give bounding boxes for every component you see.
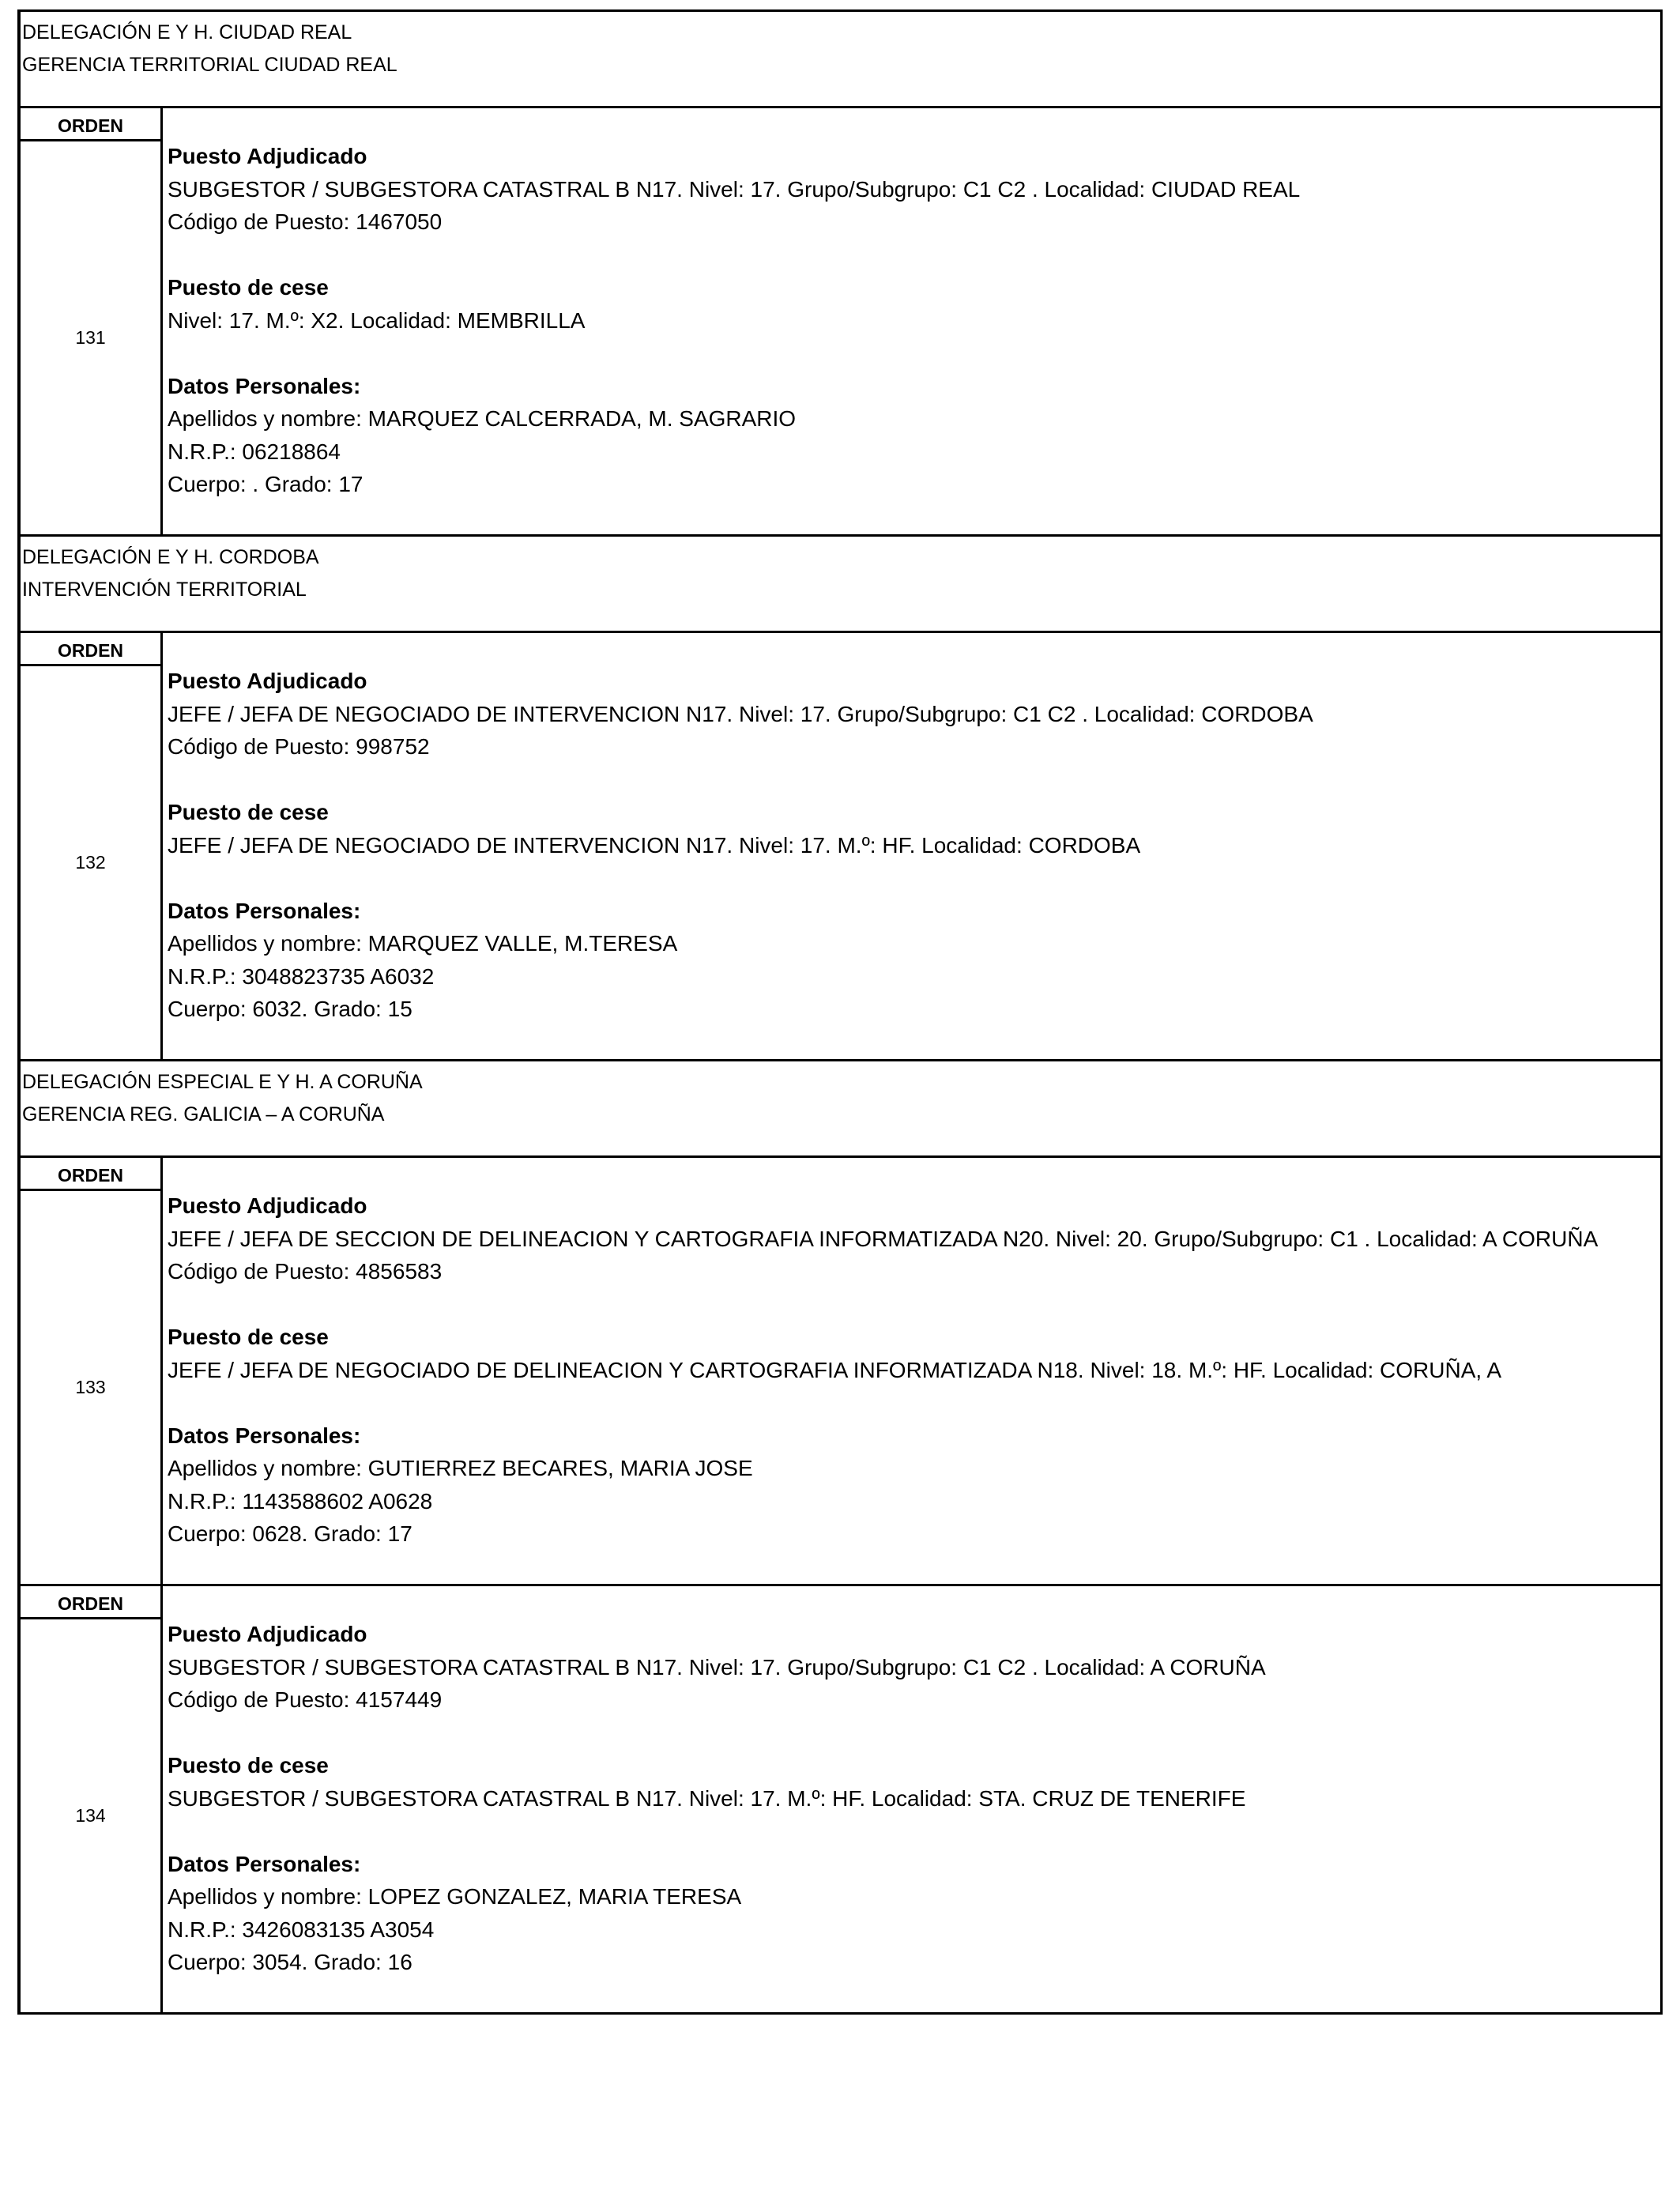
datos-personales-title: Datos Personales: — [168, 373, 361, 398]
puesto-cese-title: Puesto de cese — [168, 1325, 329, 1349]
apellidos-nombre: Apellidos y nombre: LOPEZ GONZALEZ, MARIA TERESA — [168, 1884, 742, 1909]
department-header — [21, 537, 1660, 633]
datos-personales-title: Datos Personales: — [168, 1423, 361, 1448]
unit-name: GERENCIA TERRITORIAL CIUDAD REAL — [22, 54, 397, 76]
delegacion-name: DELEGACIÓN E Y H. CIUDAD REAL — [22, 21, 352, 43]
orden-column — [21, 1158, 163, 1584]
spacer — [168, 1386, 1660, 1419]
puesto-adjudicado-title: Puesto Adjudicado — [168, 1193, 367, 1218]
entry-details — [163, 1586, 1660, 2012]
spacer — [168, 1717, 1660, 1750]
puesto-cese-text: JEFE / JEFA DE NEGOCIADO DE DELINEACION Y CARTOGRAFIA INFORMATIZADA N18. Nivel: 18. M.º: HF. Localidad: CORUÑA, A — [168, 1357, 1502, 1382]
cuerpo-grado: Cuerpo: . Grado: 17 — [168, 472, 363, 496]
entry-row — [21, 108, 1660, 537]
spacer — [168, 861, 1660, 895]
delegacion-name: DELEGACIÓN ESPECIAL E Y H. A CORUÑA — [22, 1071, 423, 1093]
entry-details — [163, 633, 1660, 1059]
puesto-adjudicado-text: SUBGESTOR / SUBGESTORA CATASTRAL B N17. Nivel: 17. Grupo/Subgrupo: C1 C2 . Localidad: CIUDAD REAL — [168, 176, 1301, 202]
spacer — [168, 337, 1660, 370]
codigo-puesto: Código de Puesto: 4157449 — [168, 1687, 443, 1712]
puesto-adjudicado-title: Puesto Adjudicado — [168, 1622, 367, 1646]
entry-row — [21, 1158, 1660, 1586]
entry-details — [163, 1158, 1660, 1584]
orden-number: 131 — [75, 327, 106, 348]
orden-number: 133 — [75, 1377, 106, 1397]
unit-name: INTERVENCIÓN TERRITORIAL — [22, 579, 307, 601]
puesto-adjudicado-title: Puesto Adjudicado — [168, 669, 367, 693]
orden-label: ORDEN — [21, 108, 160, 141]
cuerpo-grado: Cuerpo: 6032. Grado: 15 — [168, 997, 412, 1021]
apellidos-nombre: Apellidos y nombre: MARQUEZ CALCERRADA, M. SAGRARIO — [168, 406, 797, 431]
entry-row — [21, 633, 1660, 1061]
cuerpo-grado: Cuerpo: 0628. Grado: 17 — [168, 1521, 412, 1546]
orden-label: ORDEN — [21, 1158, 160, 1191]
nrp: N.R.P.: 06218864 — [168, 439, 341, 464]
orden-column — [21, 633, 163, 1059]
spacer — [168, 239, 1660, 272]
datos-personales-title: Datos Personales: — [168, 898, 361, 923]
entry-row — [21, 1586, 1660, 2015]
codigo-puesto: Código de Puesto: 1467050 — [168, 209, 443, 234]
puesto-adjudicado-text: JEFE / JEFA DE NEGOCIADO DE INTERVENCION N17. Nivel: 17. Grupo/Subgrupo: C1 C2 . Localidad: CORDOBA — [168, 701, 1313, 726]
datos-personales-title: Datos Personales: — [168, 1851, 361, 1876]
orden-column — [21, 108, 163, 534]
spacer — [168, 1815, 1660, 1848]
department-header — [21, 1061, 1660, 1158]
puesto-adjudicado-title: Puesto Adjudicado — [168, 144, 367, 168]
puesto-adjudicado-text: SUBGESTOR / SUBGESTORA CATASTRAL B N17. Nivel: 17. Grupo/Subgrupo: C1 C2 . Localidad: A CORUÑA — [168, 1654, 1266, 1679]
unit-name: GERENCIA REG. GALICIA – A CORUÑA — [22, 1103, 385, 1125]
puesto-cese-title: Puesto de cese — [168, 800, 329, 824]
puesto-cese-title: Puesto de cese — [168, 275, 329, 300]
spacer — [168, 1288, 1660, 1321]
puesto-adjudicado-text: JEFE / JEFA DE SECCION DE DELINEACION Y CARTOGRAFIA INFORMATIZADA N20. Nivel: 20. Grupo/Subgrupo: C1 . Localidad: A CORUÑA — [168, 1226, 1599, 1251]
nrp: N.R.P.: 3426083135 A3054 — [168, 1917, 435, 1942]
puesto-cese-text: JEFE / JEFA DE NEGOCIADO DE INTERVENCION N17. Nivel: 17. M.º: HF. Localidad: CORDOBA — [168, 832, 1141, 858]
codigo-puesto: Código de Puesto: 998752 — [168, 734, 430, 759]
orden-number: 134 — [75, 1805, 106, 1826]
nrp: N.R.P.: 1143588602 A0628 — [168, 1488, 433, 1514]
cuerpo-grado: Cuerpo: 3054. Grado: 16 — [168, 1950, 412, 1974]
orden-label: ORDEN — [21, 633, 160, 666]
puesto-cese-text: SUBGESTOR / SUBGESTORA CATASTRAL B N17. Nivel: 17. M.º: HF. Localidad: STA. CRUZ DE TENERIFE — [168, 1785, 1246, 1811]
delegacion-name: DELEGACIÓN E Y H. CORDOBA — [22, 546, 319, 568]
orden-column — [21, 1586, 163, 2012]
apellidos-nombre: Apellidos y nombre: MARQUEZ VALLE, M.TERESA — [168, 931, 678, 956]
orden-label: ORDEN — [21, 1586, 160, 1619]
department-header — [21, 12, 1660, 108]
apellidos-nombre: Apellidos y nombre: GUTIERREZ BECARES, MARIA JOSE — [168, 1456, 753, 1480]
codigo-puesto: Código de Puesto: 4856583 — [168, 1259, 443, 1284]
puesto-cese-text: Nivel: 17. M.º: X2. Localidad: MEMBRILLA — [168, 307, 586, 333]
spacer — [168, 763, 1660, 797]
nrp: N.R.P.: 3048823735 A6032 — [168, 963, 435, 989]
orden-number: 132 — [75, 852, 106, 873]
entry-details — [163, 108, 1660, 534]
puesto-cese-title: Puesto de cese — [168, 1753, 329, 1777]
document-sheet — [17, 9, 1663, 2015]
